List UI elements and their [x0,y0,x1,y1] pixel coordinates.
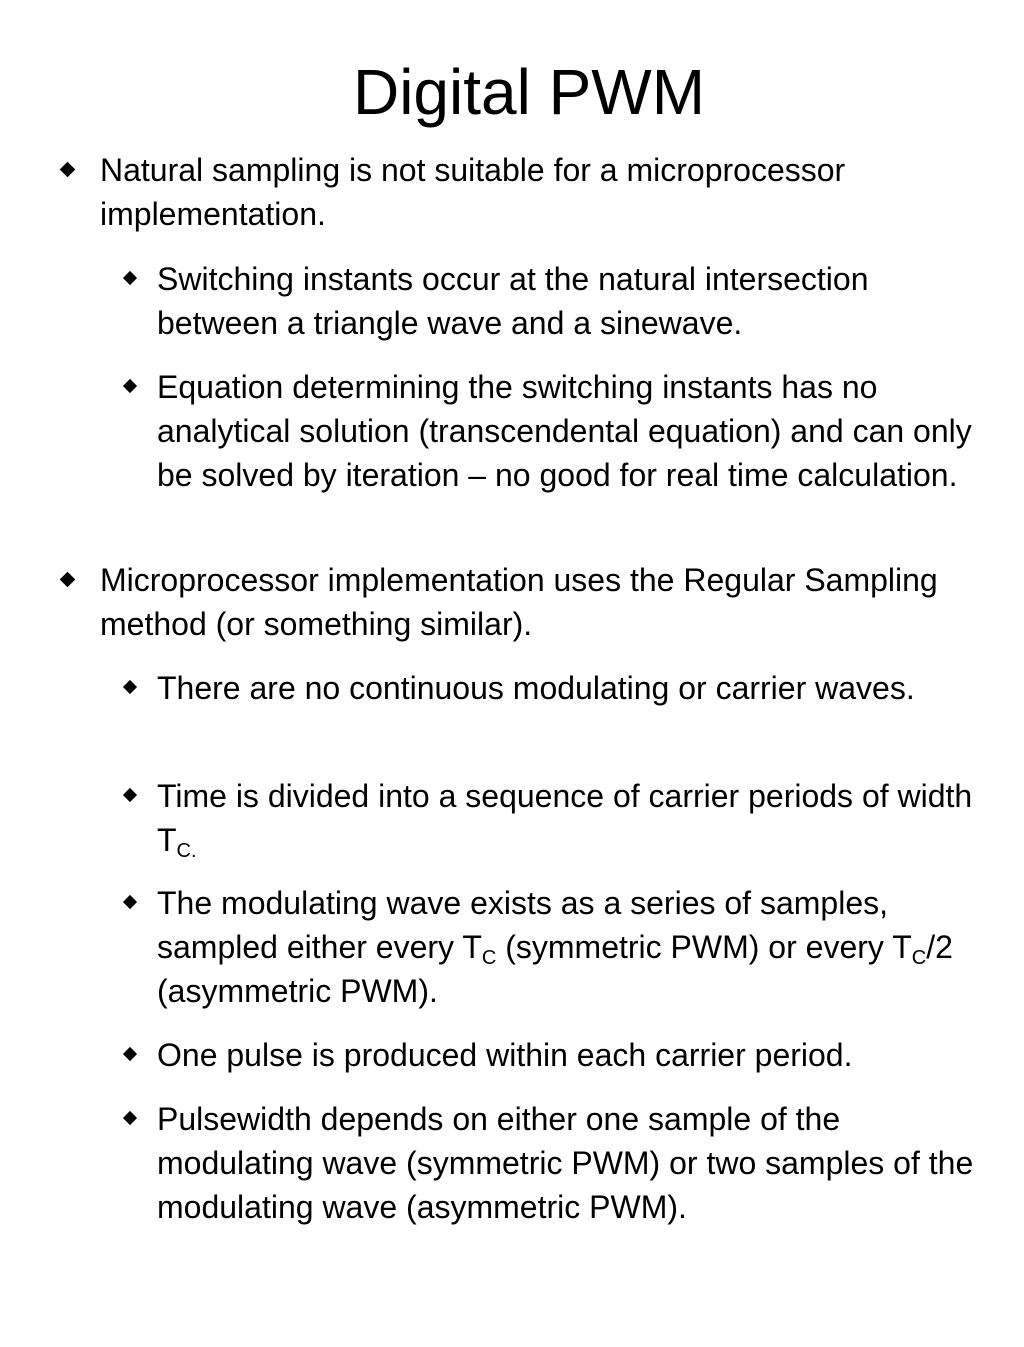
subscript-c: C. [176,840,197,862]
bullet-text-c: /2 (asymmetric PWM). [157,929,953,1009]
subscript-c: C [911,947,927,969]
bullet-carrier-periods [157,774,987,862]
diamond-bullet-icon [123,895,137,909]
subscript-c: C [481,947,497,969]
bullet-text: There are no continuous modulating or carrier waves. [157,670,915,706]
diamond-bullet-icon [123,1047,137,1061]
bullet-text: Pulsewidth depends on either one sample of the modulating wave (symmetric PWM) or two samples of the modulating wave (asymmetric PWM). [157,1101,974,1225]
diamond-bullet-icon [123,1111,137,1125]
bullet-regular-sampling [100,558,980,646]
bullet-equation [157,365,987,497]
bullet-modulating-samples [157,881,987,1013]
diamond-bullet-icon [123,379,137,393]
slide-title: Digital PWM [352,56,706,128]
diamond-bullet-icon [60,162,76,178]
bullet-text: One pulse is produced within each carrier period. [157,1037,853,1073]
bullet-text-b: (symmetric PWM) or every T [496,929,912,965]
bullet-one-pulse [157,1033,987,1077]
diamond-bullet-icon [123,271,137,285]
diamond-bullet-icon [123,788,137,802]
diamond-bullet-icon [60,572,76,588]
bullet-pulsewidth [157,1097,987,1229]
bullet-text: Switching instants occur at the natural intersection between a triangle wave and a sinewave. [157,261,869,341]
bullet-switching-instants [157,257,987,345]
bullet-text: Natural sampling is not suitable for a microprocessor implementation. [100,152,846,232]
bullet-natural-sampling [100,148,980,236]
bullet-text: Equation determining the switching instants has no analytical solution (transcendental equation) and can only be solved by iteration – no good for real time calculation. [157,369,972,493]
diamond-bullet-icon [123,680,137,694]
bullet-text: Microprocessor implementation uses the Regular Sampling method (or something similar). [100,562,938,642]
bullet-no-continuous-waves [157,666,987,710]
bullet-text-a: The modulating wave exists as a series of samples, sampled either every T [157,885,888,965]
bullet-text: Time is divided into a sequence of carrier periods of width T [157,778,973,858]
